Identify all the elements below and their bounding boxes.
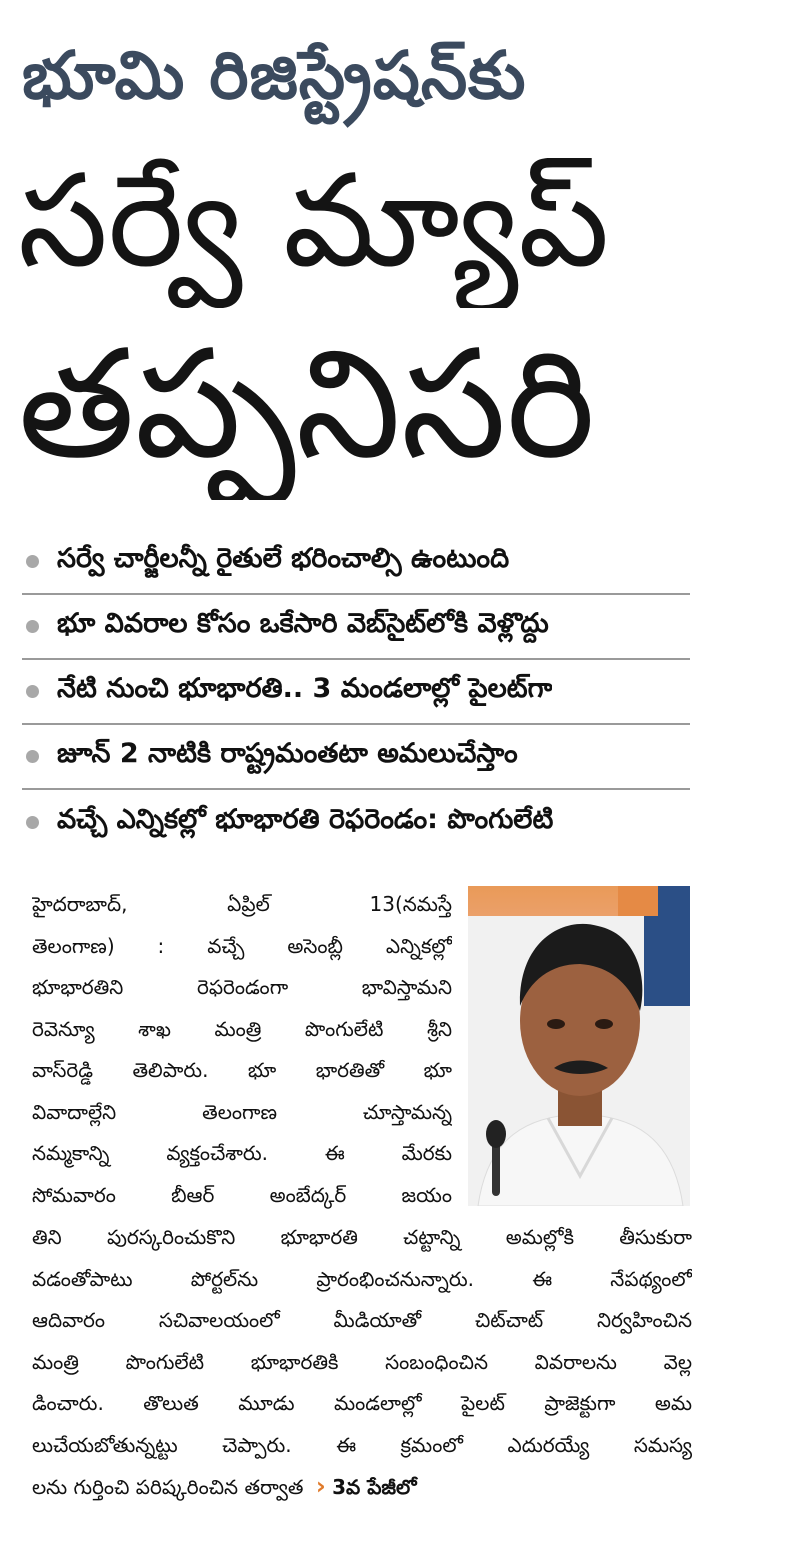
highlight-text: వచ్చే ఎన్నికల్లో భూభారతి రెఫరెండం: పొంగులేటి xyxy=(57,803,554,835)
body-line: రెవెన్యూ శాఖ మంత్రి పొంగులేటి శ్రీని xyxy=(32,1016,452,1041)
highlight-item xyxy=(22,725,690,790)
highlights-list xyxy=(22,530,690,855)
article-body-narrow xyxy=(32,884,452,1216)
article-body-wide xyxy=(32,1217,692,1509)
body-line: ఆదివారం సచివాలయంలో మీడియాతో చిట్‌చాట్ నిర్వహించిన xyxy=(32,1308,692,1332)
body-line: మంత్రి పొంగులేటి భూభారతికి సంబంధించిన వివరాలను వెల్ల xyxy=(32,1349,692,1374)
highlight-text: జూన్ 2 నాటికి రాష్ట్రమంతటా అమలుచేస్తాం xyxy=(57,737,518,769)
bullet-dot-icon xyxy=(26,685,39,698)
highlight-text: నేటి నుంచి భూభారతి.. 3 మండలాల్లో పైలట్‌గా xyxy=(57,672,553,704)
highlight-item xyxy=(22,790,690,855)
body-line: తిని పురస్కరించుకొని భూభారతి చట్టాన్ని అమల్లోకి తీసుకురా xyxy=(32,1225,692,1249)
body-line: వాస్‌రెడ్డి తెలిపారు. భూ భారతితో భూ xyxy=(32,1058,452,1082)
bullet-dot-icon xyxy=(26,555,39,568)
highlight-item xyxy=(22,595,690,660)
body-line: హైదరాబాద్, ఏప్రిల్ 13(నమస్తే xyxy=(32,892,452,916)
bullet-dot-icon xyxy=(26,620,39,633)
highlight-text: భూ వివరాల కోసం ఒకేసారి వెబ్‌సైట్‌లోకి వెళ్లొద్దు xyxy=(57,607,549,639)
body-line-text: లను గుర్తించి పరిష్కరించిన తర్వాత xyxy=(32,1475,304,1499)
portrait-illustration xyxy=(468,886,690,1206)
highlight-text: సర్వే చార్జీలన్నీ రైతులే భరించాల్సి ఉంటుంది xyxy=(57,542,510,574)
headline-line-2: తప్పనిసరి xyxy=(18,330,596,492)
body-last-line xyxy=(32,1466,692,1509)
highlight-item xyxy=(22,530,690,595)
body-line: సోమవారం బీఆర్ అంబేద్కర్ జయం xyxy=(32,1182,452,1207)
continue-arrow-icon: › xyxy=(315,1472,326,1500)
body-line: వడంతోపాటు పోర్టల్‌ను ప్రారంభించనున్నారు. ఈ నేపథ్యంలో xyxy=(32,1266,692,1291)
continued-on-page[interactable]: 3వ పేజీలో xyxy=(332,1475,417,1499)
headline-line-1: సర్వే మ్యాప్ xyxy=(18,158,610,296)
body-line: లుచేయబోతున్నట్టు చెప్పారు. ఈ క్రమంలో ఎదురయ్యే సమస్య xyxy=(32,1432,692,1457)
body-line: తెలంగాణ) : వచ్చే అసెంబ్లీ ఎన్నికల్లో xyxy=(32,933,452,958)
bullet-dot-icon xyxy=(26,750,39,763)
body-line: డించారు. తొలుత మూడు మండలాల్లో పైలట్ ప్రాజెక్టుగా అమ xyxy=(32,1391,692,1415)
highlight-item xyxy=(22,660,690,725)
kicker: భూమి రిజిస్ట్రేషన్‌కు xyxy=(22,37,527,114)
bullet-dot-icon xyxy=(26,816,39,829)
body-line: వివాదాల్లేని తెలంగాణ చూస్తామన్న xyxy=(32,1099,452,1124)
minister-photo xyxy=(468,886,690,1206)
body-line: భూభారతిని రెఫరెండంగా భావిస్తామని xyxy=(32,975,452,999)
body-line: నమ్మకాన్ని వ్యక్తంచేశారు. ఈ మేరకు xyxy=(32,1141,452,1165)
